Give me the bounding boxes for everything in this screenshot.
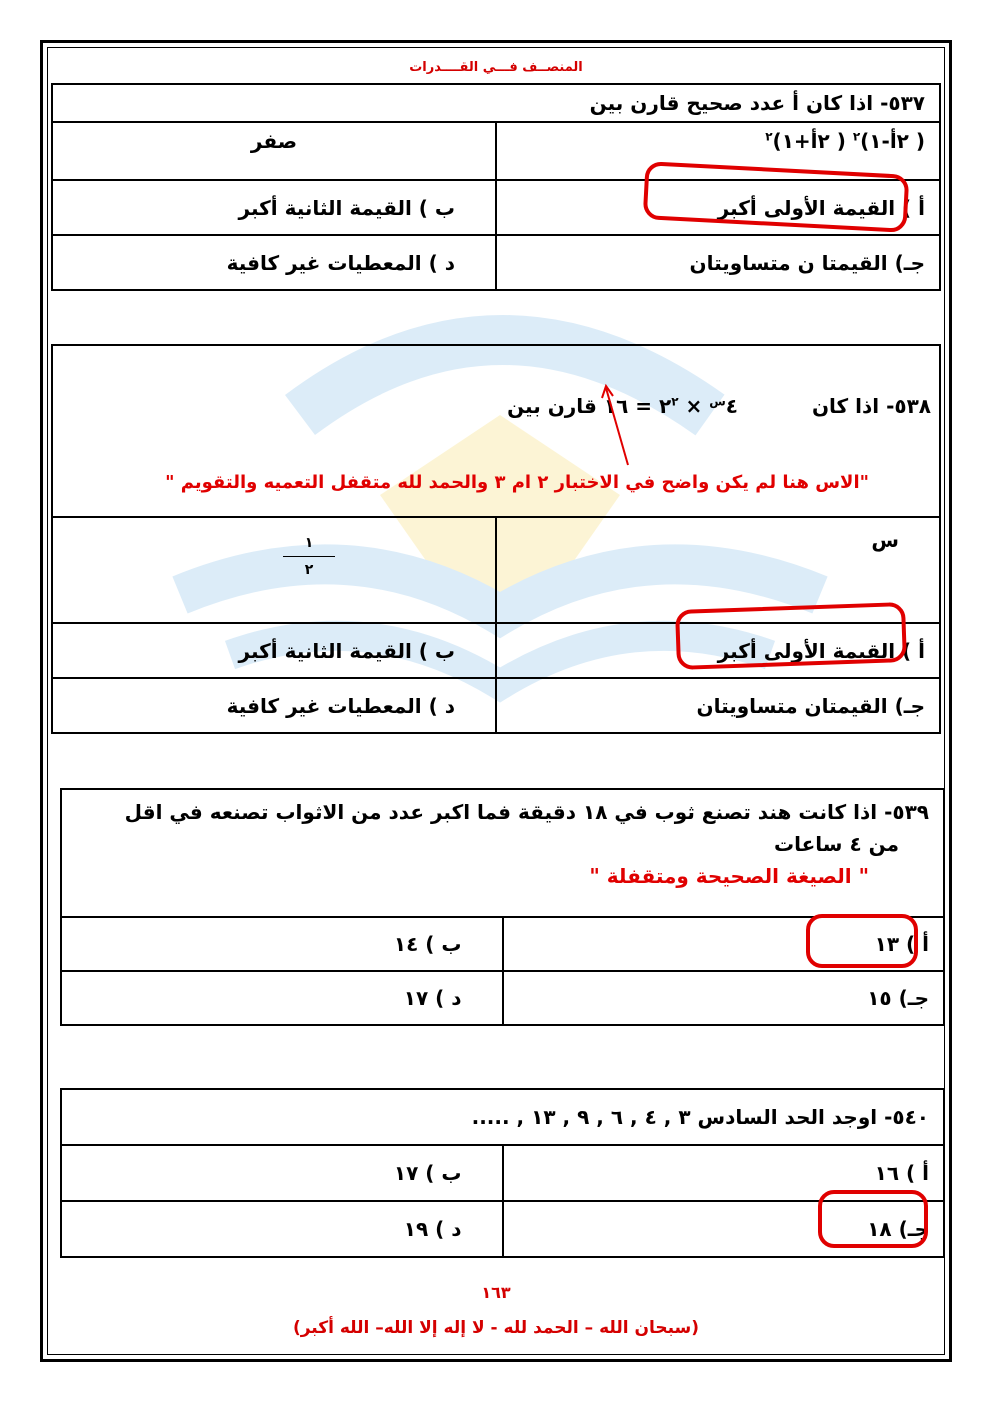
q538-option-c[interactable]: جـ) القيمتان متساويتان	[496, 678, 940, 733]
q538-col2	[52, 517, 496, 623]
q538-arrow-annotation	[600, 380, 640, 470]
q537-option-b[interactable]: ب ) القيمة الثانية أكبر	[52, 180, 496, 235]
q538-stem: ٥٣٨- اذا كان $٤^س$ × $٢^٢$ = ١٦ قارن بين	[507, 394, 931, 418]
q539-answer-circle	[806, 914, 918, 968]
q538-option-a[interactable]: أ ) القيمة الأولى أكبر	[496, 623, 940, 678]
q540-stem: ٥٤٠- اوجد الحد السادس ٣ , ٤ , ٦ , ٩ , ١٣ , .....	[61, 1089, 944, 1145]
q539-stem-line1: ٥٣٩- اذا كانت هند تصنع ثوب في ١٨ دقيقة فما اكبر عدد من الاثواب تصنعه في اقل	[124, 800, 929, 824]
q539-option-a[interactable]: أ ) ١٣	[503, 917, 945, 971]
question-540	[60, 1088, 945, 1258]
q537-col2: صفر	[52, 122, 496, 180]
q537-col1: ( ٢أ-١)$^٢$ ( ٢أ+١)$^٢$	[496, 122, 940, 180]
q539-stem-cell	[61, 789, 944, 917]
q537-option-a[interactable]: أ ) القيمة الأولى أكبر	[496, 180, 940, 235]
q540-option-a[interactable]: أ ) ١٦	[503, 1145, 945, 1201]
q540-option-c[interactable]: جـ) ١٨	[503, 1201, 945, 1257]
q538-stem-cell	[52, 345, 940, 517]
question-538	[51, 344, 941, 734]
q538-option-b[interactable]: ب ) القيمة الثانية أكبر	[52, 623, 496, 678]
footer-dhikr: (سبحان الله – الحمد لله - لا إله إلا الله– الله أكبر)	[292, 1318, 700, 1338]
page-number: ١٦٣	[481, 1283, 511, 1302]
q538-fraction: $\frac{١}{٢}$	[283, 532, 335, 581]
q539-option-c[interactable]: جـ) ١٥	[503, 971, 945, 1025]
q539-stem-line2: من ٤ ساعات	[774, 832, 899, 856]
q538-answer-circle	[675, 602, 907, 670]
q538-option-d[interactable]: د ) المعطيات غير كافية	[52, 678, 496, 733]
q540-option-b[interactable]: ب ) ١٧	[61, 1145, 503, 1201]
q540-option-d[interactable]: د ) ١٩	[61, 1201, 503, 1257]
q537-option-d[interactable]: د ) المعطيات غير كافية	[52, 235, 496, 290]
q539-note: " الصيغة الصحيحة ومتقفلة "	[589, 864, 869, 888]
q539-option-d[interactable]: د ) ١٧	[61, 971, 503, 1025]
question-539	[60, 788, 945, 1026]
q538-col1: س	[496, 517, 940, 623]
q537-option-c[interactable]: جـ) القيمتا ن متساويتان	[496, 235, 940, 290]
q537-stem: ٥٣٧- اذا كان أ عدد صحيح قارن بين	[52, 84, 940, 122]
q540-answer-circle	[818, 1190, 928, 1248]
q538-note: "الاس هنا لم يكن واضح في الاختبار ٢ ام ٣ والحمد لله متقفل التعميه والتقويم "	[165, 472, 869, 493]
header-title: المنصــف فـــي القــــدرات	[409, 60, 583, 75]
q539-option-b[interactable]: ب ) ١٤	[61, 917, 503, 971]
